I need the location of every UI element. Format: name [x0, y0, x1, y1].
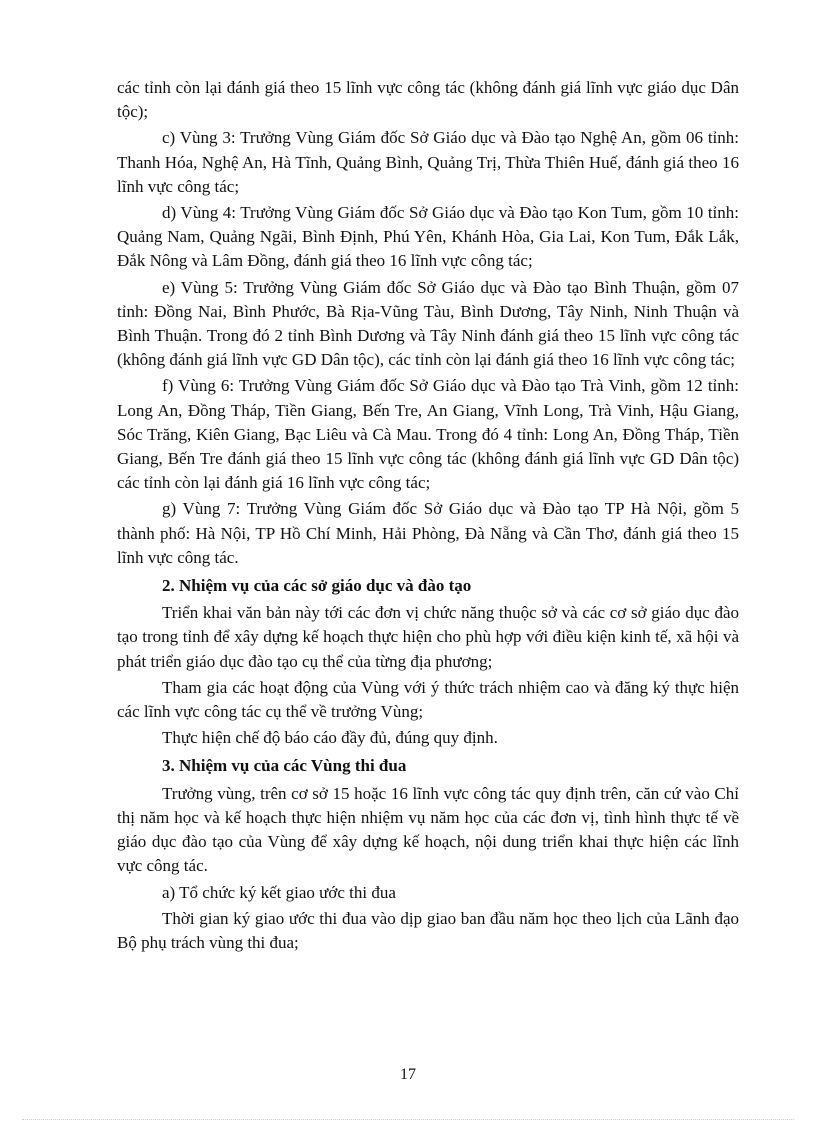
- paragraph-region-6: f) Vùng 6: Trưởng Vùng Giám đốc Sở Giáo dục và Đào tạo Trà Vinh, gồm 12 tỉnh: Long An, Đồng Tháp, Tiền Giang, Bến Tre, An Giang, Vĩnh Long, Trà Vinh, Hậu Giang, Sóc Trăng, Kiên Giang, Bạc Liêu và Cà Mau. Trong đó 4 tỉnh: Long An, Đồng Tháp, Tiền Giang, Bến Tre đánh giá theo 15 lĩnh vực công tác (không đánh giá lĩnh vực GD Dân tộc) các tỉnh còn lại đánh giá 16 lĩnh vực công tác;: [117, 376, 739, 493]
- paragraph-report: Thực hiện chế độ báo cáo đầy đủ, đúng quy định.: [162, 728, 498, 748]
- paragraph-deploy: Triển khai văn bản này tới các đơn vị chức năng thuộc sở và các cơ sở giáo dục đào tạo trong tỉnh để xây dựng kế hoạch thực hiện cho phù hợp với điều kiện kinh tế, xã hội và phát triển giáo dục đào tạo cụ thể của từng địa phương;: [117, 603, 739, 671]
- document-body: [117, 76, 739, 955]
- section-heading-2: 2. Nhiệm vụ của các sở giáo dục và đào tạo: [162, 576, 472, 596]
- section-heading-3: 3. Nhiệm vụ của các Vùng thi đua: [162, 756, 407, 776]
- paragraph-region-5: e) Vùng 5: Trưởng Vùng Giám đốc Sở Giáo dục và Đào tạo Bình Thuận, gồm 07 tỉnh: Đồng Nai, Bình Phước, Bà Rịa-Vũng Tàu, Bình Dương, Tây Ninh, Ninh Thuận và Bình Thuận. Trong đó 2 tỉnh Bình Dương và Tây Ninh đánh giá theo 15 lĩnh vực công tác (không đánh giá lĩnh vực GD Dân tộc), các tỉnh còn lại đánh giá theo 16 lĩnh vực công tác;: [117, 277, 739, 370]
- paragraph-region-3: c) Vùng 3: Trưởng Vùng Giám đốc Sở Giáo dục và Đào tạo Nghệ An, gồm 06 tỉnh: Thanh Hóa, Nghệ An, Hà Tĩnh, Quảng Bình, Quảng Trị, Thừa Thiên Huế, đánh giá theo 16 lĩnh vực công tác;: [117, 128, 739, 196]
- paragraph-continuation: các tỉnh còn lại đánh giá theo 15 lĩnh vực công tác (không đánh giá lĩnh vực giáo dục Dân tộc);: [117, 78, 739, 122]
- page-number: 17: [400, 1066, 416, 1083]
- paragraph-item-a: a) Tổ chức ký kết giao ước thi đua: [162, 882, 396, 902]
- footer-divider: [22, 1119, 794, 1120]
- paragraph-participate: Tham gia các hoạt động của Vùng với ý thức trách nhiệm cao và đăng ký thực hiện các lĩnh vực công tác cụ thể về trưởng Vùng;: [117, 677, 739, 722]
- paragraph-region-leader: Trưởng vùng, trên cơ sở 15 hoặc 16 lĩnh vực công tác quy định trên, căn cứ vào Chỉ thị năm học và kế hoạch thực hiện nhiệm vụ năm học của các đơn vị, tình hình thực tế về giáo dục đào tạo của Vùng để xây dựng kế hoạch, nội dung triển khai thực hiện các lĩnh vực công tác.: [117, 783, 739, 876]
- paragraph-signing-time: Thời gian ký giao ước thi đua vào dịp giao ban đầu năm học theo lịch của Lãnh đạo Bộ phụ trách vùng thi đua;: [117, 908, 739, 952]
- paragraph-region-4: d) Vùng 4: Trưởng Vùng Giám đốc Sở Giáo dục và Đào tạo Kon Tum, gồm 10 tỉnh: Quảng Nam, Quảng Ngãi, Bình Định, Phú Yên, Khánh Hòa, Gia Lai, Kon Tum, Đắk Lắk, Đắk Nông và Lâm Đồng, đánh giá theo 16 lĩnh vực công tác;: [117, 203, 739, 271]
- paragraph-region-7: g) Vùng 7: Trưởng Vùng Giám đốc Sở Giáo dục và Đào tạo TP Hà Nội, gồm 5 thành phố: Hà Nội, TP Hồ Chí Minh, Hải Phòng, Đà Nẵng và Cần Thơ, đánh giá theo 15 lĩnh vực công tác.: [117, 499, 739, 567]
